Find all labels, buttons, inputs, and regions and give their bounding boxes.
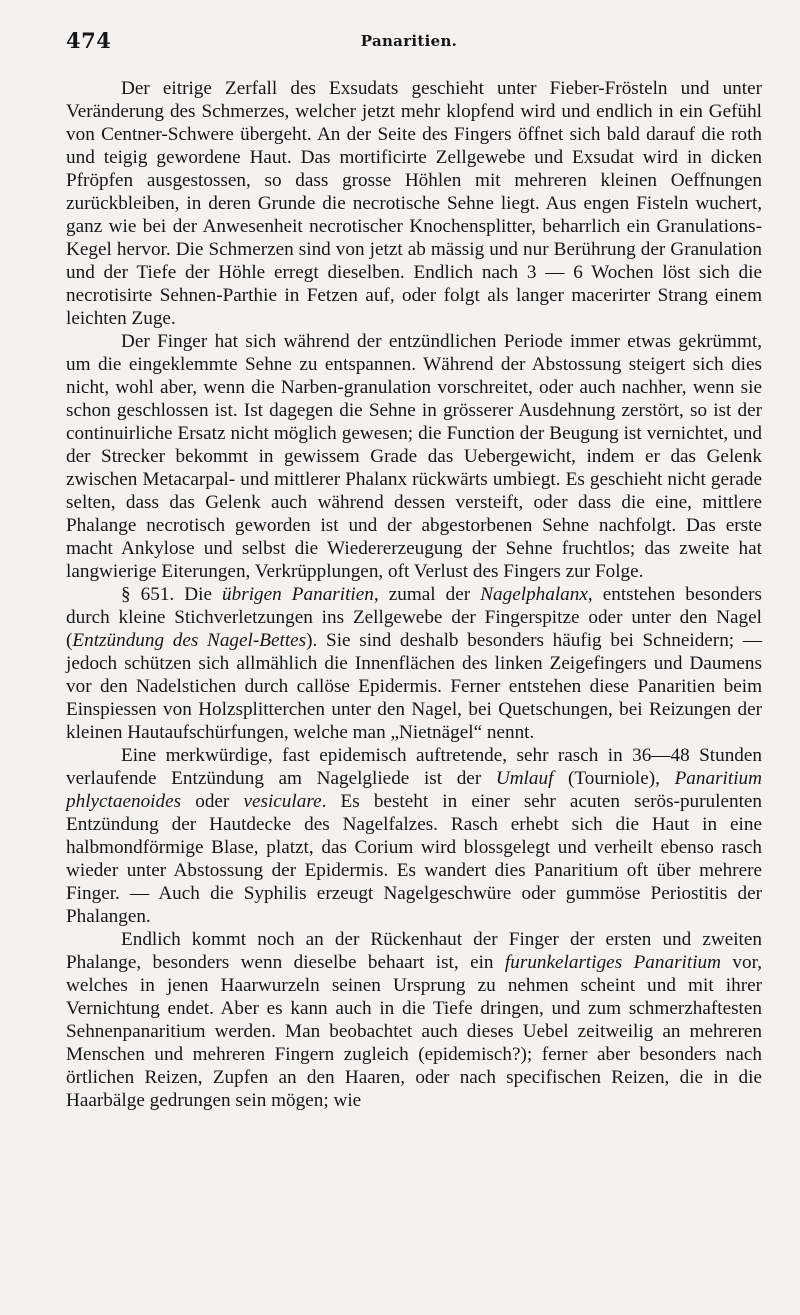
italic-term: Umlauf (495, 768, 554, 789)
italic-term: Nagelphalanx (480, 584, 588, 605)
body-text (66, 77, 762, 1112)
italic-term: vesiculare (243, 791, 322, 812)
paragraph (66, 77, 762, 330)
paragraph (66, 928, 762, 1112)
text-run: . Es besteht in einer sehr acuten serös-purulenten Entzündung der Hautdecke des Nagelfalzes. Rasch erhebt sich die Haut in eine halbmondförmige Blase, platzt, das Corium wird blossgelegt und verheilt ebenso rasch wieder unter Abstossung der Epidermis. Es wandert dies Panaritium oft über mehrere Finger. — Auch die Syphilis erzeugt Nagelgeschwüre oder gummöse Periostitis der Phalangen. (66, 791, 763, 927)
text-run: vor, welches in jenen Haarwurzeln seinen Ursprung zu nehmen scheint und mit ihrer Vernichtung endet. Aber es kann auch in die Tiefe dringen, und zum schmerzhaftesten Sehnenpanaritium werden. Man beobachtet auch dieses Uebel zeitweilig an mehreren Menschen und mehreren Fingern zugleich (epidemisch?); ferner aber besonders nach örtlichen Reizen, Zupfen an den Haaren, oder nach specifischen Reizen, die in die Haarbälge gedrungen sein mögen; wie (66, 952, 762, 1111)
text-run: § 651. Die (121, 584, 223, 605)
running-title: Panaritien. (360, 32, 458, 50)
italic-term: furunkelartiges Panaritium (504, 952, 721, 973)
text-run: oder (181, 791, 244, 812)
text-run: ). Sie sind deshalb besonders häufig bei Schneidern; — jedoch schützen sich allmählich die Innenflächen des linken Zeigefingers und Daumens vor den Nadelstichen durch callöse Epidermis. Ferner entstehen diese Panaritien beim Einspiessen von Holzsplitterchen unter den Nagel, bei Quetschungen, bei Reizungen der kleinen Hautaufschürfungen, welche man „Nietnägel“ nennt. (66, 630, 763, 743)
italic-term: übrigen Panaritien (222, 584, 374, 605)
text-run: Der Finger hat sich während der entzündlichen Periode immer etwas gekrümmt, um die eingeklemmte Sehne zu entspannen. Während der Abstossung steigert sich dies nicht, wohl aber, wenn die Narben-granulation vorschreitet, oder auch nachher, wenn sie schon geschlossen ist. Ist dagegen die Sehne in grösserer Ausdehnung zerstört, so ist der continuirliche Ersatz nicht möglich gewesen; die Function der Beugung ist vernichtet, und der Strecker bekommt in gewissem Grade das Uebergewicht, indem er das Gelenk zwischen Metacarpal- und mittlerer Phalanx rückwärts umbiegt. Es geschieht nicht gerade selten, dass das Gelenk auch während dessen versteift, oder dass die eine, mittlere Phalange necrotisch geworden ist und der abgestorbenen Sehne nachfolgt. Das erste macht Ankylose und selbst die Wiedererzeugung der Sehne fruchtlos; das zweite hat langwierige Eiterungen, Verkrüpplungen, oft Verlust des Fingers zur Folge. (66, 331, 762, 582)
text-run: Der eitrige Zerfall des Exsudats geschieht unter Fieber-Frösteln und unter Veränderung des Schmerzes, welcher jetzt mehr klopfend wird und endlich in ein Gefühl von Centner-Schwere übergeht. An der Seite des Fingers öffnet sich bald darauf die roth und teigig gewordene Haut. Das mortificirte Zellgewebe und Exsudat wird in dicken Pfröpfen ausgestossen, so dass grosse Höhlen mit mehreren kleinen Oeffnungen zurückbleiben, in deren Grunde die necrotische Sehne liegt. Aus engen Fisteln wuchert, ganz wie bei der Anwesenheit necrotischer Knochensplitter, beharrlich ein Granulations-Kegel hervor. Die Schmerzen sind von jetzt ab mässig und nur Berührung der Granulation und der Tiefe der Höhle erregt dieselben. Endlich nach 3 — 6 Wochen löst sich die necrotisirte Sehnen-Parthie in Fetzen auf, oder folgt als langer macerirter Strang einem leichten Zuge. (66, 78, 762, 329)
page-header (66, 28, 752, 58)
italic-term: Panaritium phlyctaenoides (66, 768, 762, 812)
paragraph (66, 583, 762, 744)
text-run: (Tourniole), (553, 768, 675, 789)
italic-term: Entzündung des Nagel-Bettes (72, 630, 307, 651)
text-run: , zumal der (373, 584, 481, 605)
page-number: 474 (66, 28, 112, 53)
text-run: , entstehen besonders durch kleine Stichverletzungen ins Zellgewebe der Fingerspitze oder unter den Nagel ( (66, 584, 762, 651)
paragraph (66, 744, 762, 928)
text-run: Eine merkwürdige, fast epidemisch auftretende, sehr rasch in 36—48 Stunden verlaufende Entzündung am Nagelgliede ist der (66, 745, 762, 789)
text-run: Endlich kommt noch an der Rückenhaut der Finger der ersten und zweiten Phalange, besonders wenn dieselbe behaart ist, ein (66, 929, 762, 973)
paragraph (66, 330, 762, 583)
